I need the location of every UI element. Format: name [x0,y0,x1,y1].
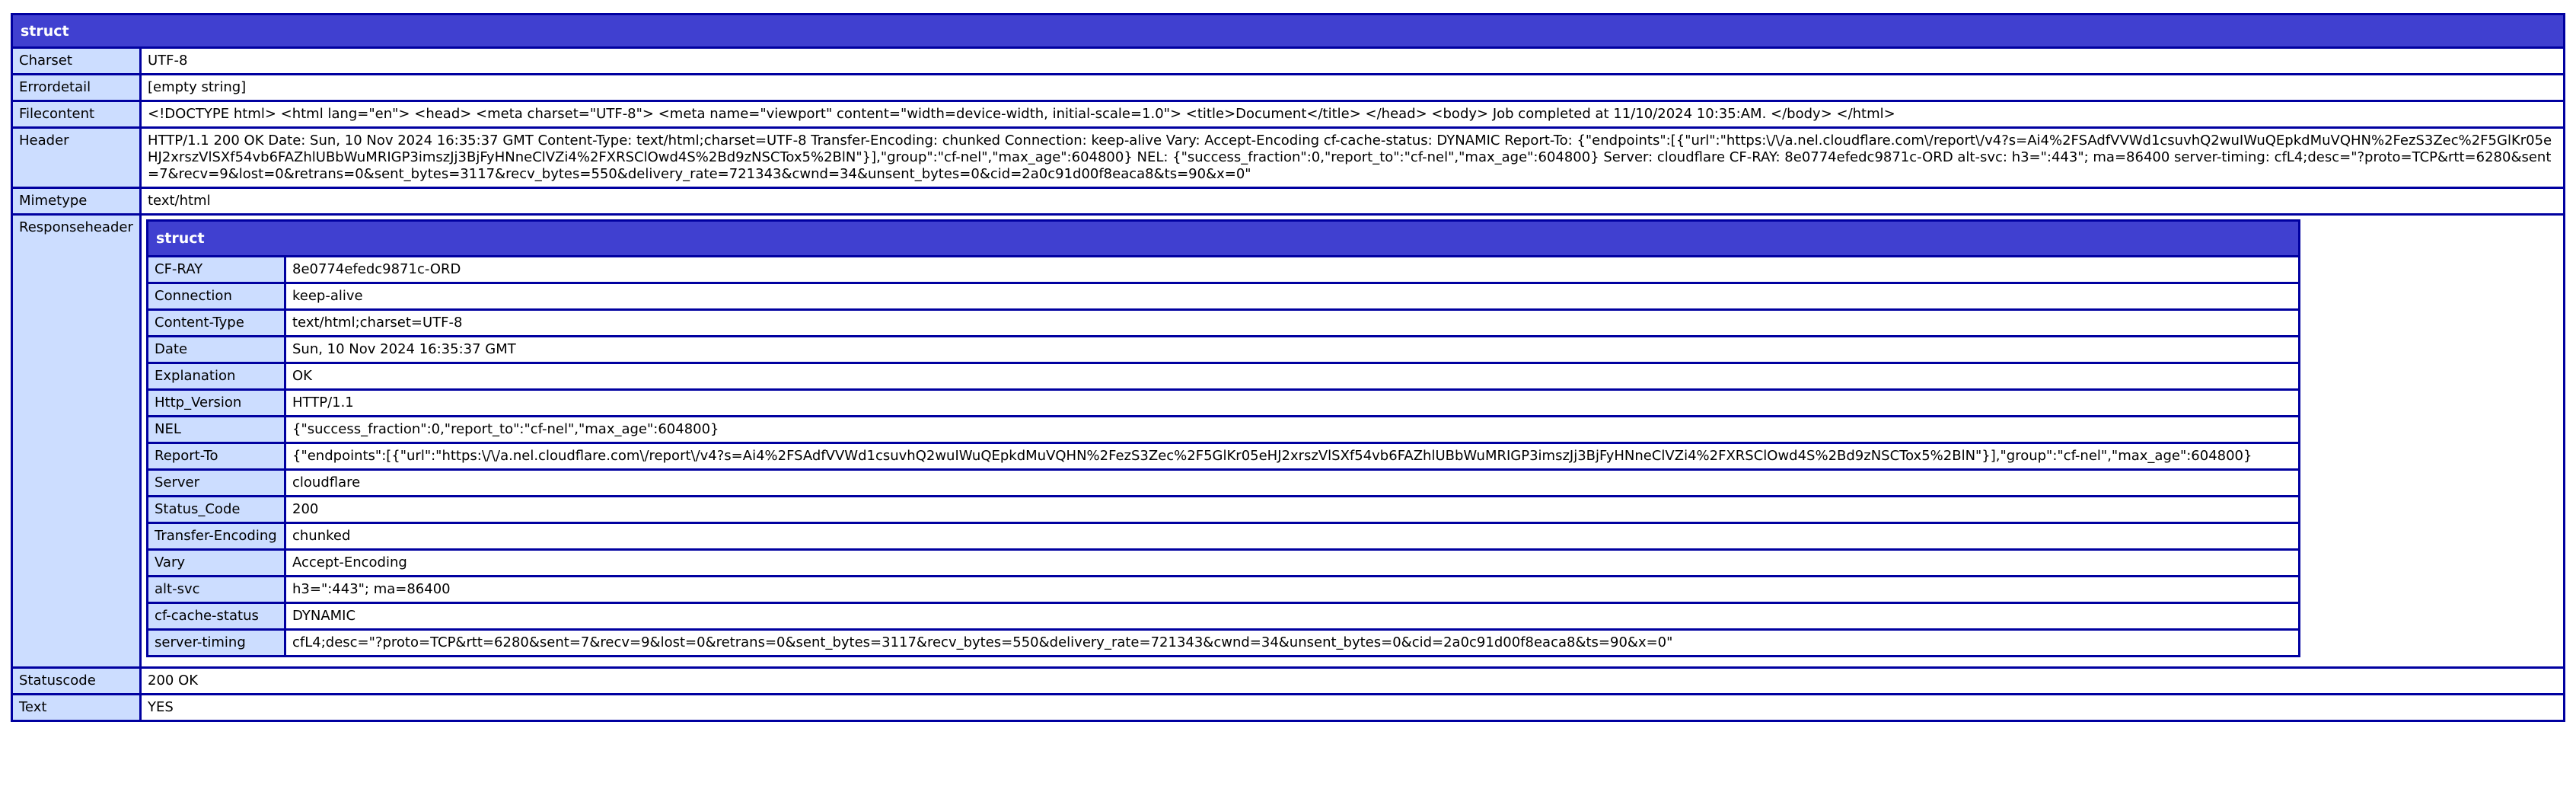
responseheader-value-cf-ray: 8e0774efedc9871c-ORD [286,257,2298,282]
value-text: YES [142,695,2563,720]
key-errordetail: Errordetail [13,75,139,100]
responseheader-value-cf-cache-status: DYNAMIC [286,604,2298,628]
responseheader-value-report-to: {"endpoints":[{"url":"https:\/\/a.nel.cloudflare.com\/report\/v4?s=Ai4%2FSAdfVVWd1csuvhQ2wuIWuQEpkdMuVQHN%2FezS3Zec%2F5GlKr05eHJ2xrszVlSXf54vb6FAZhlUBbWuMRIGP3imszJj3BjFyHNneClVZi4%2FXRSClOwd4S%2Bd9zNSCTox5%2BlN"}],"group":"cf-nel","max_age":604800} [286,444,2298,468]
row-filecontent [13,102,2563,126]
responseheader-key-nel: NEL [148,417,284,442]
responseheader-header-row [148,222,2298,255]
responseheader-key-cf-cache-status: cf-cache-status [148,604,284,628]
responseheader-struct-title: struct [148,222,2298,255]
responseheader-key-date: Date [148,337,284,362]
responseheader-value-transfer-encoding: chunked [286,524,2298,548]
responseheader-value-status-code: 200 [286,497,2298,522]
responseheader-value-http-version: HTTP/1.1 [286,391,2298,415]
row-responseheader [13,216,2563,666]
responseheader-row-explanation [148,364,2298,388]
value-header: HTTP/1.1 200 OK Date: Sun, 10 Nov 2024 16:35:37 GMT Content-Type: text/html;charset=UTF-8 Transfer-Encoding: chunked Connection: keep-alive Vary: Accept-Encoding cf-cache-status: DYNAMIC Report-To: {"endpoints":[{"url":"https:\/\/a.nel.cloudflare.com\/report\/v4?s=Ai4%2FSAdfVVWd1csuvhQ2wuIWuQEpkdMuVQHN%2FezS3Zec%2F5GlKr05eHJ2xrszVlSXf54vb6FAZhlUBbWuMRIGP3imszJj3BjFyHNneClVZi4%2FXRSClOwd4S%2Bd9zNSCTox5%2BlN"}],"group":"cf-nel","max_age":604800} NEL: {"success_fraction":0,"report_to":"cf-nel","max_age":604800} Server: cloudflare CF-RAY: 8e0774efedc9871c-ORD alt-svc: h3=":443"; ma=86400 server-timing: cfL4;desc="?proto=TCP&rtt=6280&sent=7&recv=9&lost=0&retrans=0&sent_bytes=3117&recv_bytes=550&delivery_rate=721343&cwnd=34&unsent_bytes=0&cid=2a0c91d00f8eaca8&ts=90&x=0" [142,129,2563,187]
responseheader-key-cf-ray: CF-RAY [148,257,284,282]
responseheader-row-vary [148,551,2298,575]
key-responseheader: Responseheader [13,216,139,666]
row-text [13,695,2563,720]
responseheader-value-content-type: text/html;charset=UTF-8 [286,311,2298,335]
responseheader-value-explanation: OK [286,364,2298,388]
row-errordetail [13,75,2563,100]
responseheader-key-explanation: Explanation [148,364,284,388]
responseheader-struct-table [146,219,2300,657]
struct-dump-table [11,13,2565,722]
responseheader-key-status-code: Status_Code [148,497,284,522]
value-responseheader [142,216,2563,666]
responseheader-key-report-to: Report-To [148,444,284,468]
responseheader-key-content-type: Content-Type [148,311,284,335]
responseheader-row-transfer-encoding [148,524,2298,548]
responseheader-row-content-type [148,311,2298,335]
key-charset: Charset [13,49,139,73]
responseheader-row-connection [148,284,2298,308]
value-filecontent: <!DOCTYPE html> <html lang="en"> <head> <meta charset="UTF-8"> <meta name="viewport" content="width=device-width, initial-scale=1.0"> <title>Document</title> </head> <body> Job completed at 11/10/2024 10:35:AM. </body> </html> [142,102,2563,126]
key-header: Header [13,129,139,187]
responseheader-value-server: cloudflare [286,471,2298,495]
responseheader-row-date [148,337,2298,362]
responseheader-value-server-timing: cfL4;desc="?proto=TCP&rtt=6280&sent=7&recv=9&lost=0&retrans=0&sent_bytes=3117&recv_bytes=550&delivery_rate=721343&cwnd=34&unsent_bytes=0&cid=2a0c91d00f8eaca8&ts=90&x=0" [286,631,2298,655]
row-header [13,129,2563,187]
value-errordetail: [empty string] [142,75,2563,100]
responseheader-row-server [148,471,2298,495]
row-charset [13,49,2563,73]
struct-header-row [13,15,2563,46]
responseheader-row-cf-cache-status [148,604,2298,628]
key-filecontent: Filecontent [13,102,139,126]
responseheader-row-server-timing [148,631,2298,655]
responseheader-row-cf-ray [148,257,2298,282]
value-charset: UTF-8 [142,49,2563,73]
responseheader-value-alt-svc: h3=":443"; ma=86400 [286,577,2298,602]
responseheader-key-alt-svc: alt-svc [148,577,284,602]
responseheader-value-connection: keep-alive [286,284,2298,308]
row-statuscode [13,669,2563,693]
responseheader-row-status-code [148,497,2298,522]
responseheader-key-http-version: Http_Version [148,391,284,415]
row-mimetype [13,189,2563,213]
key-text: Text [13,695,139,720]
responseheader-key-server: Server [148,471,284,495]
value-statuscode: 200 OK [142,669,2563,693]
responseheader-row-alt-svc [148,577,2298,602]
struct-title: struct [13,15,2563,46]
key-mimetype: Mimetype [13,189,139,213]
responseheader-row-report-to [148,444,2298,468]
responseheader-key-server-timing: server-timing [148,631,284,655]
responseheader-row-nel [148,417,2298,442]
responseheader-value-nel: {"success_fraction":0,"report_to":"cf-nel","max_age":604800} [286,417,2298,442]
responseheader-key-vary: Vary [148,551,284,575]
value-mimetype: text/html [142,189,2563,213]
responseheader-value-vary: Accept-Encoding [286,551,2298,575]
responseheader-row-http-version [148,391,2298,415]
responseheader-value-date: Sun, 10 Nov 2024 16:35:37 GMT [286,337,2298,362]
responseheader-key-connection: Connection [148,284,284,308]
responseheader-key-transfer-encoding: Transfer-Encoding [148,524,284,548]
key-statuscode: Statuscode [13,669,139,693]
